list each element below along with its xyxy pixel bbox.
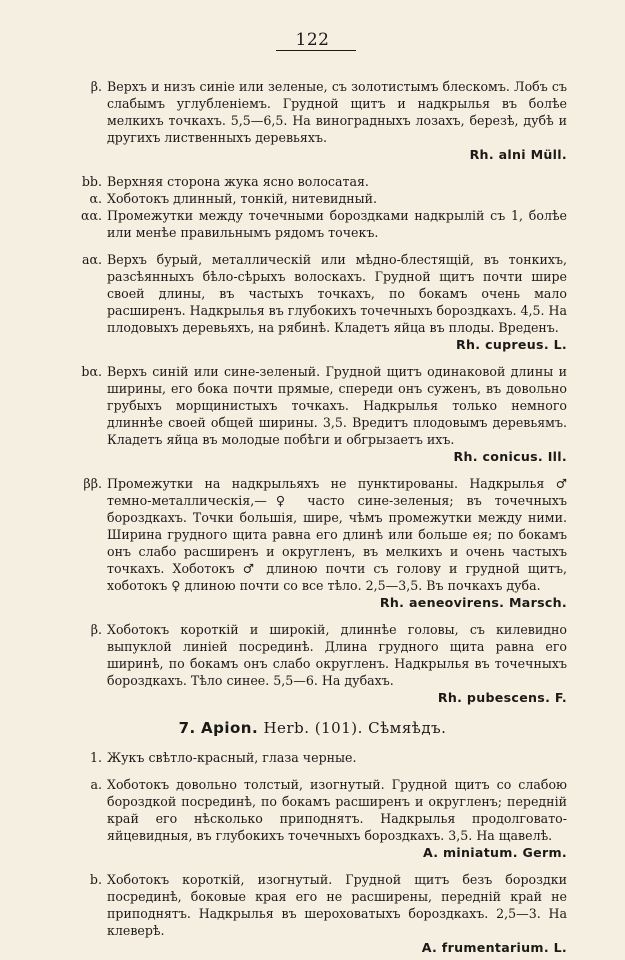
genus-number: 7. [178, 719, 196, 737]
genus-heading [0, 720, 625, 737]
key-entry [0, 871, 567, 956]
entry-text: Верхъ бурый, металлическій или мѣдно-блестящій, въ тонкихъ, разсѣянныхъ бѣло-сѣрыхъ волоскахъ. Грудной щитъ почти шире своей длины, въ частыхъ точкахъ, по бокамъ очень мало расширенъ. Надкрылья въ глубокихъ точечныхъ бороздкахъ. 4,5. На плодовыхъ деревьяхъ, на рябинѣ. Кладетъ яйца въ плоды. Вреденъ. [107, 252, 567, 335]
genus-author: Herb. [263, 719, 310, 737]
entry-text: Верхняя сторона жука ясно волосатая. [107, 174, 369, 189]
entry-text: Хоботокъ длинный, тонкій, нитевидный. [107, 191, 378, 206]
species-name: Rh. conicus. Ill. [453, 449, 567, 464]
key-entry [0, 190, 567, 207]
entry-text: Промежутки между точечными бороздками надкрылій съ 1, болѣе или менѣе правильнымъ рядомъ точекъ. [107, 208, 567, 240]
key-entry [0, 207, 567, 241]
key-entry [0, 173, 567, 190]
entry-text: Верхъ синій или сине-зеленый. Грудной щитъ одинаковой длины и ширины, его бока почти прямые, спереди онъ суженъ, въ довольно грубыхъ морщинистыхъ точкахъ. Надкрылья только немного длиннѣе своей общей ширины. 3,5. Вредитъ плодовымъ деревьямъ. Кладетъ яйца въ молодые побѣги и обгрызаетъ ихъ. [107, 364, 567, 447]
entry-text: Верхъ и низъ синіе или зеленые, съ золотистымъ блескомъ. Лобъ съ слабымъ углубленіемъ. Грудной щитъ и надкрылья въ болѣе мелкихъ точкахъ. 5,5—6,5. На виноградныхъ лозахъ, березѣ, дубѣ и другихъ лиственныхъ деревьяхъ. [107, 79, 567, 145]
entry-marker: bα. [81, 364, 102, 379]
entry-text: Промежутки на надкрыльяхъ не пунктированы. Надкрылья ♂ темно-металлическія,—♀ часто сине-зеленыя; въ точечныхъ бороздкахъ. Точки большія, шире, чѣмъ промежутки между ними. Ширина грудного щита равна его длинѣ или больше ея; по бокамъ онъ слабо расширенъ и округленъ, въ мелкихъ и очень частыхъ точкахъ. Хоботокъ ♂ длиною почти съ голову и грудной щитъ, хоботокъ ♀ длиною почти со все тѣло. 2,5—3,5. Въ почкахъ дуба. [107, 476, 567, 593]
key-entry [0, 78, 567, 163]
genus-russian-name: Сѣмяѣдъ. [368, 719, 447, 737]
entry-marker: αα. [80, 208, 102, 223]
key-entry [0, 776, 567, 861]
entry-marker: α. [89, 191, 102, 206]
entry-marker: bb. [81, 174, 102, 189]
entry-marker: β. [90, 79, 102, 94]
species-name: A. frumentarium. L. [421, 940, 567, 955]
entry-text: Хоботокъ довольно толстый, изогнутый. Грудной щитъ со слабою бороздкой посрединѣ, по бокамъ расширенъ и округленъ; передній край его нѣсколько приподнятъ. Надкрылья продолговато-яйцевидныя, въ глубокихъ точечныхъ бороздкахъ. 3,5. На щавелѣ. [107, 777, 567, 843]
entry-marker: β. [90, 622, 102, 637]
key-entries-top [0, 78, 625, 706]
entry-marker: aα. [81, 252, 102, 267]
entry-marker: a. [90, 777, 102, 792]
header-rule [276, 50, 356, 51]
entry-marker: 1. [89, 750, 102, 765]
key-entry [0, 475, 567, 611]
species-name: Rh. pubescens. F. [437, 690, 567, 705]
key-entry [0, 749, 567, 766]
species-name: Rh. alni Müll. [469, 147, 567, 162]
species-name: A. miniatum. Germ. [422, 845, 567, 860]
key-entry [0, 621, 567, 706]
species-name: Rh. cupreus. L. [456, 337, 567, 352]
key-entries-bottom [0, 749, 625, 956]
species-name: Rh. aeneovirens. Marsch. [379, 595, 567, 610]
entry-text: Жукъ свѣтло-красный, глаза черные. [107, 750, 357, 765]
key-entry [0, 251, 567, 353]
entry-marker: ββ. [83, 476, 102, 491]
genus-count: (101). [314, 719, 363, 737]
entry-text: Хоботокъ короткій и широкій, длиннѣе головы, съ килевидно выпуклой линіей посрединѣ. Длина грудного щита равна его ширинѣ, по бокамъ онъ слабо округленъ. Надкрылья въ точечныхъ бороздкахъ. Тѣло синее. 5,5—6. На дубахъ. [107, 622, 567, 688]
page-body [0, 68, 625, 956]
entry-text: Хоботокъ короткій, изогнутый. Грудной щитъ безъ бороздки посрединѣ, боковые края его не расширены, передній край не приподнятъ. Надкрылья въ шероховатыхъ бороздкахъ. 2,5—3. На клеверѣ. [107, 872, 567, 938]
genus-name: Apion. [201, 719, 259, 737]
page-number: 122 [295, 30, 330, 50]
entry-marker: b. [89, 872, 102, 887]
key-entry [0, 363, 567, 465]
